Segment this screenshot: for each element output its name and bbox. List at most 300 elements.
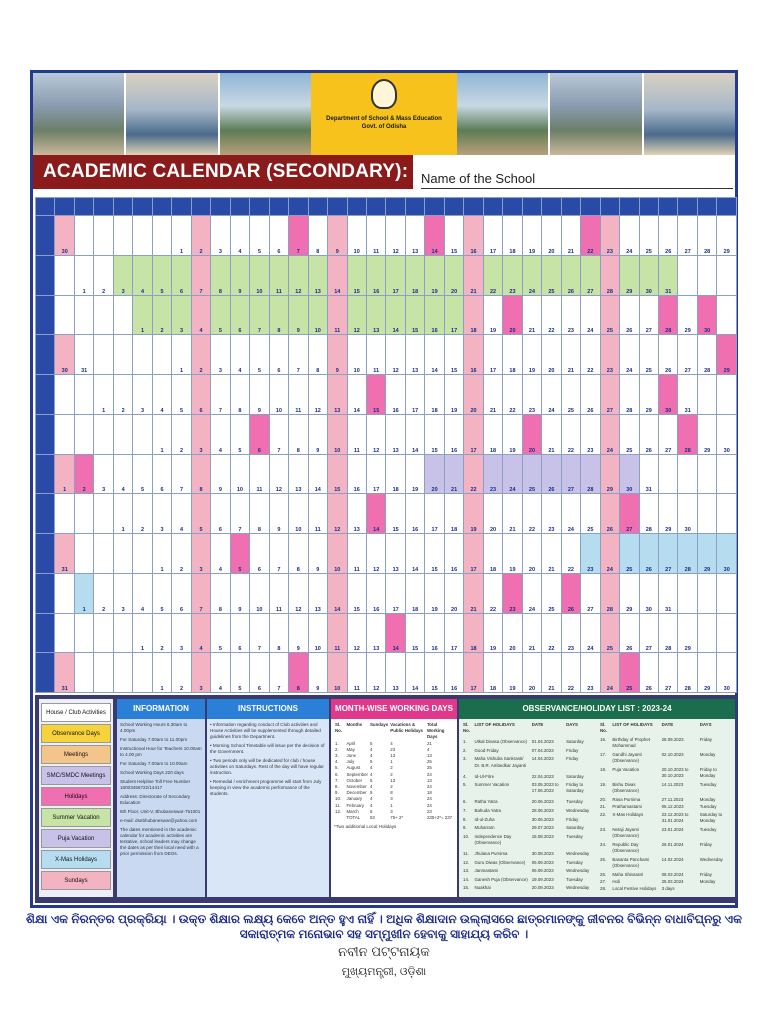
calendar-day-cell: 10	[269, 375, 288, 415]
calendar-day-cell: 22	[503, 375, 522, 415]
calendar-day-cell: 13	[328, 375, 347, 415]
month-label	[36, 375, 55, 415]
calendar-day-cell: 12	[366, 414, 385, 454]
calendar-day-cell: 25	[581, 494, 600, 534]
calendar-day-cell: 24	[600, 534, 619, 574]
calendar-day-cell: 13	[366, 613, 385, 653]
department-name: Department of School & Mass Education	[326, 116, 442, 122]
calendar-day-cell: 28	[678, 414, 697, 454]
calendar-day-cell: 16	[386, 375, 405, 415]
calendar-day-cell: 6	[172, 255, 191, 295]
calendar-day-cell: 17	[464, 653, 483, 693]
information-title: INFORMATION	[117, 699, 205, 719]
calendar-day-cell: 15	[366, 375, 385, 415]
calendar-day-cell: 6	[230, 295, 249, 335]
table-header: DAYS	[699, 722, 712, 727]
calendar-day-cell: 12	[269, 454, 288, 494]
info-line: For Saturday 7.00am to 10.00am	[120, 761, 188, 766]
calendar-day-cell: 26	[620, 613, 639, 653]
calendar-day-cell: 26	[639, 534, 658, 574]
calendar-day-cell: 12	[366, 534, 385, 574]
calendar-day-cell: 2	[172, 414, 191, 454]
calendar-day-cell: 21	[464, 573, 483, 613]
weekday-header	[230, 198, 249, 216]
calendar-day-cell: 16	[464, 335, 483, 375]
holiday-list-panel	[459, 699, 735, 897]
calendar-day-cell: 24	[581, 613, 600, 653]
calendar-day-cell: 9	[328, 216, 347, 256]
calendar-day-cell: 11	[328, 295, 347, 335]
calendar-day-cell: 12	[308, 375, 327, 415]
empty-cell	[74, 613, 93, 653]
empty-cell	[74, 216, 93, 256]
calendar-day-cell: 1	[113, 494, 132, 534]
calendar-day-cell: 13	[308, 255, 327, 295]
calendar-day-cell: 4	[211, 653, 230, 693]
calendar-day-cell: 10	[347, 335, 366, 375]
calendar-day-cell: 25	[620, 414, 639, 454]
weekday-header	[133, 198, 152, 216]
holiday-row: 2. Good Friday 07.04.2023 Friday	[463, 747, 579, 753]
calendar-day-cell: 6	[152, 454, 171, 494]
holiday-row: 19. Bishu Divas (Observance) 14.11.2023 Tuesday	[600, 781, 717, 794]
calendar-day-cell: 23	[561, 295, 580, 335]
calendar-day-cell: 2	[94, 573, 113, 613]
holiday-row: 11. Jhulana Purnima 30.08.2023 Wednesday	[463, 850, 590, 856]
calendar-day-cell: 5	[230, 414, 249, 454]
calendar-day-cell: 7	[289, 335, 308, 375]
weekday-header	[659, 198, 678, 216]
weekday-header	[152, 198, 171, 216]
calendar-day-cell: 17	[464, 534, 483, 574]
calendar-day-cell: 9	[230, 255, 249, 295]
weekday-header	[269, 198, 288, 216]
table-row: 9. December 5 8 18	[335, 790, 432, 796]
empty-cell	[94, 295, 113, 335]
odisha-emblem-icon	[371, 79, 397, 109]
calendar-day-cell: 13	[308, 573, 327, 613]
month-label	[36, 414, 55, 454]
calendar-day-cell: 15	[425, 653, 444, 693]
empty-cell	[55, 375, 74, 415]
calendar-day-cell: 30	[717, 534, 737, 574]
calendar-day-cell: 7	[230, 494, 249, 534]
calendar-day-cell: 31	[55, 534, 74, 574]
empty-cell	[133, 653, 152, 693]
weekday-header	[600, 198, 619, 216]
calendar-day-cell: 20	[522, 653, 541, 693]
empty-cell	[55, 414, 74, 454]
calendar-day-cell: 5	[152, 573, 171, 613]
calendar-day-cell: 12	[366, 653, 385, 693]
calendar-day-cell: 31	[55, 653, 74, 693]
empty-cell	[717, 295, 737, 335]
calendar-day-cell: 14	[366, 494, 385, 534]
empty-cell	[94, 653, 113, 693]
calendar-day-cell: 27	[620, 494, 639, 534]
calendar-day-cell: 30	[697, 295, 716, 335]
calendar-day-cell: 19	[405, 454, 424, 494]
calendar-day-cell: 7	[250, 613, 269, 653]
holiday-row: 20. Rasa Purnima 27.11.2023 Monday	[600, 796, 716, 802]
calendar-day-cell: 20	[542, 335, 561, 375]
calendar-day-cell: 10	[308, 295, 327, 335]
calendar-day-cell: 7	[250, 295, 269, 335]
calendar-day-cell: 11	[347, 414, 366, 454]
calendar-day-cell: 3	[191, 653, 210, 693]
calendar-day-cell: 15	[444, 216, 463, 256]
month-label	[36, 613, 55, 653]
month-header-corner	[36, 198, 55, 216]
calendar-day-cell: 11	[289, 375, 308, 415]
legend-item: SMC/SMDC Meetings	[41, 766, 111, 785]
calendar-grid	[35, 197, 737, 693]
weekday-header	[172, 198, 191, 216]
calendar-day-cell: 12	[289, 255, 308, 295]
calendar-day-cell: 1	[74, 255, 93, 295]
holiday-row: 17. Gandhi Jayanti (Observance) 02.10.2023 Monday	[600, 751, 716, 764]
calendar-day-cell: 9	[289, 295, 308, 335]
weekday-header	[366, 198, 385, 216]
legend-item: Puja Vacation	[41, 829, 111, 848]
calendar-day-cell: 5	[211, 295, 230, 335]
table-row: 7. October 5 13 13	[335, 777, 432, 783]
calendar-day-cell: 17	[444, 613, 463, 653]
calendar-day-cell: 5	[172, 375, 191, 415]
calendar-day-cell: 10	[328, 414, 347, 454]
calendar-day-cell: 18	[405, 255, 424, 295]
holiday-row: 6. Ratha Yatra 20.06.2023 Tuesday	[463, 799, 583, 805]
holiday-row: 18. Puja Vacation 20.10.2023 to 30.10.2023 Friday to Monday	[600, 766, 717, 779]
calendar-day-cell: 14	[405, 534, 424, 574]
calendar-day-cell: 22	[542, 295, 561, 335]
holiday-row: 14. Ganesh Puja (Observance) 19.09.2023 Tuesday	[463, 876, 583, 882]
calendar-day-cell: 19	[444, 375, 463, 415]
calendar-day-cell: 4	[191, 295, 210, 335]
calendar-day-cell: 9	[269, 494, 288, 534]
table-header: DATE	[531, 722, 544, 727]
calendar-day-cell: 31	[659, 573, 678, 613]
calendar-day-cell: 27	[639, 613, 658, 653]
table-header: LIST OF HOLIDAYS	[474, 722, 515, 727]
calendar-day-cell: 29	[697, 534, 716, 574]
calendar-day-cell: 1	[133, 613, 152, 653]
calendar-day-cell: 13	[289, 454, 308, 494]
calendar-day-cell: 21	[561, 335, 580, 375]
holiday-row: 5. Summer Vacation 03.05.2023 to 17.06.2023 Friday to Saturday	[463, 782, 584, 794]
calendar-day-cell: 2	[191, 335, 210, 375]
info-line: Address: Directorate of Secondary Education	[120, 794, 191, 805]
calendar-day-cell: 7	[269, 534, 288, 574]
weekday-header	[425, 198, 444, 216]
holiday-row: 21. Prathamastami 05.12.2023 Tuesday	[600, 804, 717, 810]
empty-cell	[113, 414, 132, 454]
calendar-day-cell: 7	[191, 573, 210, 613]
calendar-day-cell: 2	[152, 613, 171, 653]
empty-cell	[113, 534, 132, 574]
instruction-line: • Remedial / enrichment programme will start from July keeping in view the academic performance of the students.	[210, 779, 322, 796]
calendar-day-cell: 9	[230, 573, 249, 613]
calendar-day-cell: 4	[191, 613, 210, 653]
empty-cell	[55, 494, 74, 534]
calendar-day-cell: 19	[425, 255, 444, 295]
calendar-day-cell: 3	[191, 414, 210, 454]
calendar-day-cell: 17	[366, 454, 385, 494]
empty-cell	[152, 335, 171, 375]
empty-cell	[697, 375, 716, 415]
calendar-day-cell: 11	[269, 573, 288, 613]
calendar-day-cell: 8	[289, 653, 308, 693]
calendar-day-cell: 6	[230, 613, 249, 653]
calendar-day-cell: 19	[503, 534, 522, 574]
calendar-day-cell: 24	[620, 335, 639, 375]
calendar-day-cell: 18	[405, 573, 424, 613]
calendar-day-cell: 30	[55, 335, 74, 375]
calendar-day-cell: 21	[503, 494, 522, 534]
calendar-day-cell: 8	[230, 375, 249, 415]
calendar-day-cell: 12	[347, 295, 366, 335]
calendar-day-cell: 23	[600, 216, 619, 256]
calendar-day-cell: 25	[542, 573, 561, 613]
calendar-day-cell: 8	[289, 414, 308, 454]
calendar-day-cell: 26	[581, 375, 600, 415]
classroom-photo	[33, 73, 124, 155]
calendar-day-cell: 8	[250, 494, 269, 534]
calendar-day-cell: 3	[191, 534, 210, 574]
calendar-day-cell: 23	[581, 653, 600, 693]
calendar-day-cell: 6	[250, 653, 269, 693]
calendar-day-cell: 22	[483, 573, 502, 613]
calendar-day-cell: 24	[561, 494, 580, 534]
calendar-day-cell: 8	[211, 573, 230, 613]
calendar-day-cell: 12	[328, 494, 347, 534]
page-title: ACADEMIC CALENDAR (SECONDARY):	[33, 155, 413, 189]
weekday-header	[347, 198, 366, 216]
calendar-day-cell: 16	[444, 414, 463, 454]
calendar-day-cell: 18	[483, 414, 502, 454]
month-label	[36, 335, 55, 375]
table-row: 11. February 4 1 24	[335, 802, 432, 808]
instruction-line: • Morning School Timetable will issue per the decision of the Government.	[210, 743, 325, 754]
calendar-day-cell: 27	[639, 295, 658, 335]
calendar-day-cell: 17	[405, 375, 424, 415]
calendar-day-cell: 22	[542, 613, 561, 653]
legend	[39, 699, 113, 897]
weekday-header	[308, 198, 327, 216]
calendar-day-cell: 14	[405, 653, 424, 693]
empty-cell	[697, 613, 716, 653]
calendar-day-cell: 8	[308, 216, 327, 256]
empty-cell	[133, 216, 152, 256]
calendar-day-cell: 26	[542, 454, 561, 494]
calendar-day-cell: 13	[405, 335, 424, 375]
table-header: Total Working Days	[426, 722, 445, 740]
calendar-day-cell: 6	[172, 573, 191, 613]
holiday-row: 25. Basanta Panchami (Observance) 14.02.2024 Wednesday	[600, 856, 723, 868]
footer-quote: ଶିକ୍ଷା ଏକ ନିରନ୍ତର ପ୍ରକ୍ରିୟା । ଉକ୍ତ ଶିକ୍ଷାର ଲକ୍ଷ୍ୟ କେବେ ଅନ୍ତ ହୁଏ ନାହିଁ । ଅଧିକ ଶିକ୍ଷାଦାନ ଉଲ୍ଲାସରେ ଛାତ୍ରମାନଙ୍କୁ ଜୀବନର ବିଭିନ୍ନ ବାଧାବିଘ୍ନରୁ ଏକ ସକାରାତ୍ମକ ମନୋଭାବ ସହ ସମ୍ମୁଖୀନ ହେବାକୁ ସାହାଯ୍ୟ କରିବ ।	[26, 912, 742, 941]
empty-cell	[717, 494, 737, 534]
working-days-panel	[331, 699, 457, 897]
info-line: 6th Floor, Unit-V, Bhubaneswar-751001	[120, 809, 201, 814]
legend-item: Meetings	[41, 745, 111, 764]
month-label	[36, 295, 55, 335]
calendar-day-cell: 3	[152, 494, 171, 534]
calendar-day-cell: 21	[542, 534, 561, 574]
calendar-day-cell: 24	[503, 454, 522, 494]
calendar-day-cell: 11	[347, 534, 366, 574]
calendar-day-cell: 30	[717, 414, 737, 454]
table-row: 1. April 5 4 21	[335, 740, 432, 746]
calendar-day-cell: 5	[152, 255, 171, 295]
calendar-day-cell: 20	[503, 613, 522, 653]
calendar-day-cell: 25	[600, 613, 619, 653]
calendar-day-cell: 7	[172, 454, 191, 494]
calendar-day-cell: 15	[425, 534, 444, 574]
header-photos-right	[457, 73, 735, 155]
calendar-day-cell: 26	[600, 494, 619, 534]
working-days-note: *Two additional Local Holidays	[334, 824, 397, 830]
calendar-day-cell: 16	[425, 295, 444, 335]
calendar-day-cell: 16	[444, 534, 463, 574]
calendar-day-cell: 3	[172, 295, 191, 335]
calendar-day-cell: 22	[581, 335, 600, 375]
calendar-day-cell: 4	[152, 375, 171, 415]
month-label	[36, 653, 55, 693]
calendar-day-cell: 26	[620, 295, 639, 335]
calendar-day-cell: 28	[659, 613, 678, 653]
calendar-day-cell: 4	[133, 255, 152, 295]
calendar-day-cell: 20	[464, 375, 483, 415]
calendar-day-cell: 11	[250, 454, 269, 494]
table-header: DATE	[661, 722, 674, 727]
legend-item: Observance Days	[41, 724, 111, 743]
holiday-list-title: OBSERVANCE/HOLIDAY LIST : 2023-24	[459, 699, 735, 719]
weekday-header	[386, 198, 405, 216]
holiday-row: 26. Maha Shivaratri 08.03.2024 Friday	[600, 871, 712, 877]
calendar-day-cell: 1	[152, 653, 171, 693]
instruction-line: • Two periods only will be dedicated for club / house activities on Saturdays. Rest of the day will have regular instruction.	[210, 758, 324, 775]
table-row: TOTAL 53 75+ 2* 235+2*= 237	[346, 815, 453, 821]
empty-cell	[678, 573, 697, 613]
calendar-day-cell: 6	[250, 414, 269, 454]
calendar-day-cell: 19	[483, 295, 502, 335]
calendar-day-cell: 7	[289, 216, 308, 256]
calendar-day-cell: 28	[659, 295, 678, 335]
weekday-header	[717, 198, 737, 216]
calendar-day-cell: 2	[113, 375, 132, 415]
weekday-header	[289, 198, 308, 216]
calendar-day-cell: 2	[74, 454, 93, 494]
calendar-day-cell: 28	[697, 335, 716, 375]
holiday-row: 3. Maha Vishuba Sankranti/ Dr. B.R. Ambedkar Jayanti 14.04.2023 Friday	[463, 756, 579, 768]
calendar-day-cell: 5	[230, 653, 249, 693]
table-row: 2. May 4 23 4	[335, 746, 430, 752]
calendar-day-cell: 27	[600, 375, 619, 415]
empty-cell	[659, 454, 678, 494]
calendar-day-cell: 10	[289, 494, 308, 534]
calendar-day-cell: 6	[269, 335, 288, 375]
calendar-day-cell: 7	[269, 653, 288, 693]
calendar-day-cell: 20	[444, 573, 463, 613]
table-header: DAYS	[566, 722, 578, 727]
calendar-day-cell: 18	[483, 653, 502, 693]
calendar-day-cell: 14	[308, 454, 327, 494]
calendar-day-cell: 1	[133, 295, 152, 335]
calendar-day-cell: 4	[230, 335, 249, 375]
calendar-day-cell: 6	[269, 216, 288, 256]
calendar-day-cell: 31	[74, 335, 93, 375]
legend-item: X-Mas Holidays	[41, 850, 111, 869]
calendar-day-cell: 9	[308, 653, 327, 693]
calendar-day-cell: 2	[172, 534, 191, 574]
calendar-day-cell: 12	[386, 216, 405, 256]
calendar-day-cell: 13	[347, 494, 366, 534]
calendar-day-cell: 17	[386, 573, 405, 613]
holiday-row: 4. Id-Ul-Fitre 22.04.2023 Saturday	[463, 773, 584, 779]
empty-cell	[697, 494, 716, 534]
calendar-day-cell: 23	[503, 255, 522, 295]
calendar-day-cell: 18	[483, 534, 502, 574]
table-row: 12. March 5 3 23	[335, 808, 432, 814]
signature-title: ମୁଖ୍ୟମନ୍ତ୍ରୀ, ଓଡ଼ିଶା	[341, 966, 427, 978]
calendar-day-cell: 26	[561, 573, 580, 613]
calendar-day-cell: 10	[328, 534, 347, 574]
empty-cell	[55, 295, 74, 335]
calendar-day-cell: 10	[347, 216, 366, 256]
calendar-day-cell: 22	[522, 494, 541, 534]
calendar-day-cell: 14	[386, 295, 405, 335]
calendar-day-cell: 30	[639, 255, 658, 295]
calendar-day-cell: 14	[386, 613, 405, 653]
calendar-day-cell: 20	[444, 255, 463, 295]
calendar-day-cell: 21	[522, 295, 541, 335]
calendar-day-cell: 4	[172, 494, 191, 534]
calendar-day-cell: 13	[366, 295, 385, 335]
weekday-header	[561, 198, 580, 216]
classroom-photo	[644, 73, 735, 155]
calendar-day-cell: 31	[659, 255, 678, 295]
table-row: 3. June 4 13 13	[335, 753, 432, 759]
weekday-header	[697, 198, 716, 216]
calendar-day-cell: 29	[717, 216, 737, 256]
calendar-day-cell: 15	[444, 335, 463, 375]
info-panels	[35, 695, 737, 903]
calendar-day-cell: 18	[425, 375, 444, 415]
info-line: School Working Days 220 days	[120, 770, 184, 775]
table-header: Sl. No.	[463, 722, 471, 734]
calendar-day-cell: 14	[405, 414, 424, 454]
calendar-day-cell: 30	[55, 216, 74, 256]
calendar-day-cell: 24	[620, 216, 639, 256]
calendar-day-cell: 27	[581, 255, 600, 295]
calendar-day-cell: 3	[113, 255, 132, 295]
legend-item: House / Club Activities	[41, 703, 111, 722]
table-row: 5. August 4 2 25	[335, 765, 432, 771]
info-line: For Saturday 7.00am to 11.00pm	[120, 737, 188, 742]
weekday-header	[55, 198, 74, 216]
calendar-day-cell: 16	[347, 454, 366, 494]
calendar-day-cell: 27	[659, 653, 678, 693]
calendar-day-cell: 3	[133, 375, 152, 415]
calendar-day-cell: 30	[639, 573, 658, 613]
calendar-day-cell: 9	[328, 335, 347, 375]
calendar-day-cell: 11	[366, 216, 385, 256]
weekday-header	[94, 198, 113, 216]
calendar-day-cell: 11	[366, 335, 385, 375]
weekday-header	[522, 198, 541, 216]
info-line: e-mail: dsebhubaneswar@yahoo.com	[120, 818, 198, 823]
calendar-day-cell: 15	[405, 613, 424, 653]
